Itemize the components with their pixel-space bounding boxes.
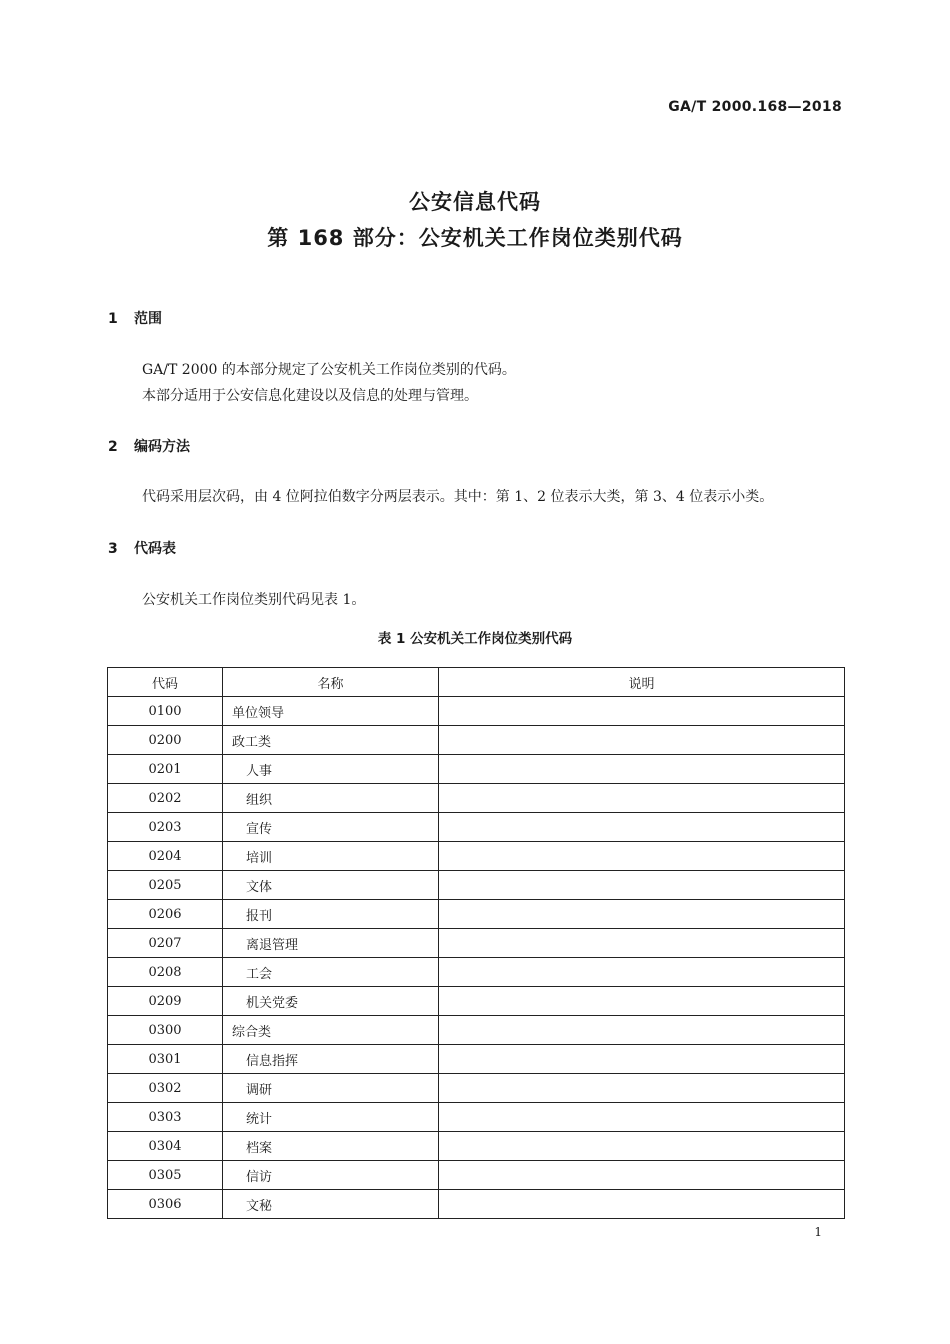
table-row [108, 958, 845, 987]
section-number: 3 [108, 541, 118, 557]
cell-note [439, 987, 845, 1016]
table-row [108, 1161, 845, 1190]
paragraph: 本部分适用于公安信息化建设以及信息的处理与管理。 [142, 388, 478, 404]
cell-name: 报刊 [223, 900, 439, 929]
cell-note [439, 1132, 845, 1161]
table-row [108, 1132, 845, 1161]
table-row [108, 755, 845, 784]
column-header-note: 说明 [439, 668, 845, 697]
cell-name: 文秘 [223, 1190, 439, 1219]
cell-note [439, 755, 845, 784]
cell-name: 政工类 [223, 726, 439, 755]
table-row [108, 1045, 845, 1074]
section-heading-scope [108, 308, 162, 328]
cell-name: 信息指挥 [223, 1045, 439, 1074]
cell-code: 0208 [108, 958, 223, 987]
cell-name: 离退管理 [223, 929, 439, 958]
section-number: 2 [108, 439, 118, 455]
table-body [108, 697, 845, 1219]
cell-code: 0302 [108, 1074, 223, 1103]
table-row [108, 929, 845, 958]
paragraph: GA/T 2000 的本部分规定了公安机关工作岗位类别的代码。 [142, 362, 516, 378]
cell-note [439, 871, 845, 900]
cell-name: 文体 [223, 871, 439, 900]
cell-note [439, 1074, 845, 1103]
cell-note [439, 726, 845, 755]
cell-name: 培训 [223, 842, 439, 871]
standard-code: GA/T 2000.168—2018 [668, 99, 842, 115]
section-title: 编码方法 [134, 439, 190, 455]
cell-code: 0203 [108, 813, 223, 842]
paragraph: 公安机关工作岗位类别代码见表 1。 [142, 592, 366, 608]
document-subtitle: 第 168 部分：公安机关工作岗位类别代码 [267, 226, 683, 250]
cell-code: 0202 [108, 784, 223, 813]
cell-note [439, 1103, 845, 1132]
section-number: 1 [108, 311, 118, 327]
table-caption: 表 1 公安机关工作岗位类别代码 [377, 631, 573, 647]
cell-code: 0305 [108, 1161, 223, 1190]
table-row [108, 1103, 845, 1132]
table-row [108, 1074, 845, 1103]
cell-name: 调研 [223, 1074, 439, 1103]
table-row [108, 1190, 845, 1219]
table-row [108, 987, 845, 1016]
cell-code: 0205 [108, 871, 223, 900]
cell-code: 0100 [108, 697, 223, 726]
cell-name: 单位领导 [223, 697, 439, 726]
cell-code: 0209 [108, 987, 223, 1016]
cell-note [439, 1045, 845, 1074]
paragraph: 代码采用层次码，由 4 位阿拉伯数字分两层表示。其中：第 1、2 位表示大类，第 3、4 位表示小类。 [142, 489, 774, 505]
cell-note [439, 958, 845, 987]
cell-name: 工会 [223, 958, 439, 987]
cell-name: 组织 [223, 784, 439, 813]
cell-name: 档案 [223, 1132, 439, 1161]
column-header-code: 代码 [108, 668, 223, 697]
cell-name: 统计 [223, 1103, 439, 1132]
page-number: 1 [814, 1225, 822, 1239]
cell-note [439, 900, 845, 929]
table-row [108, 726, 845, 755]
cell-name: 机关党委 [223, 987, 439, 1016]
cell-code: 0304 [108, 1132, 223, 1161]
cell-note [439, 697, 845, 726]
cell-code: 0303 [108, 1103, 223, 1132]
cell-code: 0204 [108, 842, 223, 871]
cell-code: 0301 [108, 1045, 223, 1074]
table-row [108, 842, 845, 871]
column-header-name: 名称 [223, 668, 439, 697]
table-row [108, 900, 845, 929]
code-table [107, 667, 845, 1219]
cell-code: 0306 [108, 1190, 223, 1219]
cell-note [439, 1016, 845, 1045]
table-header-row [108, 668, 845, 697]
cell-note [439, 1161, 845, 1190]
cell-name: 人事 [223, 755, 439, 784]
cell-code: 0206 [108, 900, 223, 929]
cell-code: 0300 [108, 1016, 223, 1045]
cell-note [439, 929, 845, 958]
document-title: 公安信息代码 [409, 190, 541, 214]
cell-code: 0200 [108, 726, 223, 755]
table-row [108, 871, 845, 900]
cell-name: 宣传 [223, 813, 439, 842]
cell-note [439, 784, 845, 813]
table-row [108, 697, 845, 726]
section-title: 代码表 [134, 541, 176, 557]
table-row [108, 813, 845, 842]
cell-code: 0207 [108, 929, 223, 958]
cell-note [439, 842, 845, 871]
section-title: 范围 [134, 311, 162, 327]
section-heading-code-table [108, 538, 176, 558]
cell-note [439, 813, 845, 842]
cell-name: 信访 [223, 1161, 439, 1190]
cell-note [439, 1190, 845, 1219]
section-heading-coding-method [108, 436, 190, 456]
table-row [108, 784, 845, 813]
cell-code: 0201 [108, 755, 223, 784]
cell-name: 综合类 [223, 1016, 439, 1045]
table-row [108, 1016, 845, 1045]
